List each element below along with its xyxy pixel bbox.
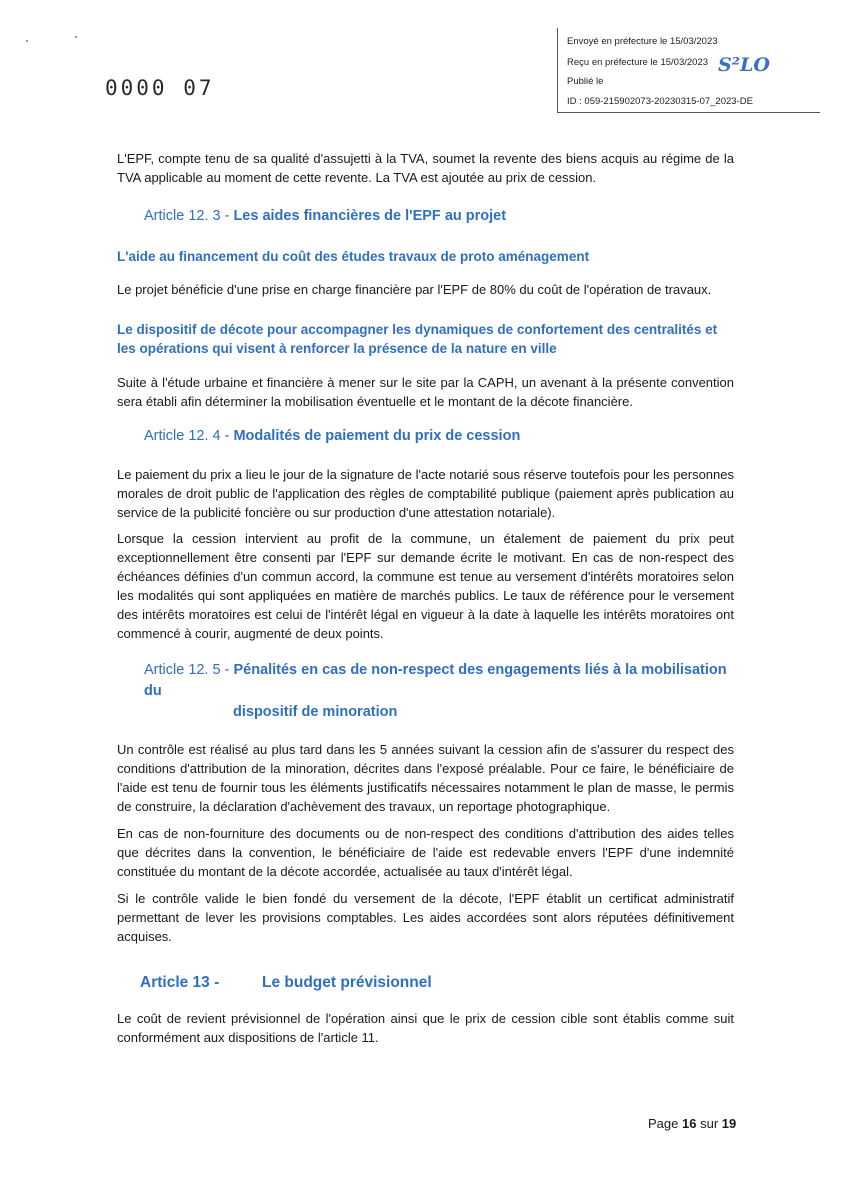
paragraph-tva: L'EPF, compte tenu de sa qualité d'assujetti à la TVA, soumet la revente des biens acquis au régime de la TVA applicable au moment de cette revente. La TVA est ajoutée au prix de cession. bbox=[117, 151, 734, 185]
heading-prefix: Article 12. 4 - bbox=[144, 428, 234, 444]
s2low-signature-logo: S²LO bbox=[718, 54, 770, 76]
scan-speck bbox=[75, 36, 77, 38]
heading-title: Le budget prévisionnel bbox=[262, 974, 432, 991]
paragraph-penalites-2: En cas de non-fourniture des documents ou de non-respect des conditions d'attribution des aides telles que décrites dans la convention, le bénéficiaire de l'aide est redevable envers l'EPF d'une indemnité constituée du montant de la décote accordée, actualisée au taux d'intérêt légal. bbox=[117, 826, 734, 879]
page-current: 16 bbox=[682, 1116, 697, 1131]
page-sep: sur bbox=[700, 1116, 719, 1131]
main-content bbox=[117, 149, 734, 1047]
heading-prefix: Article 13 - bbox=[140, 974, 220, 991]
paragraph-aide: Le projet bénéficie d'une prise en charge financière par l'EPF de 80% du coût de l'opération de travaux. bbox=[117, 282, 712, 297]
heading-title: Modalités de paiement du prix de cession bbox=[233, 428, 521, 444]
paragraph-paiement-1: Le paiement du prix a lieu le jour de la signature de l'acte notarié sous réserve toutefois pour les personnes morales de droit public de l'application des règles de comptabilité publique (paiement après publication au service de la publicité foncière ou sur production d'une attestation notariale). bbox=[117, 467, 734, 520]
heading-article-13 bbox=[140, 973, 734, 992]
document-number: 0000 07 bbox=[105, 76, 215, 100]
paragraph-penalites-3: Si le contrôle valide le bien fondé du versement de la décote, l'EPF établit un certificat administratif permettant de lever les provisions comptables. Les aides accordées sont alors réputées définitivement acquises. bbox=[117, 891, 734, 944]
subheading-decote: Le dispositif de décote pour accompagner les dynamiques de confortement des centralités et les opérations qui visent à renforcer la présence de la nature en ville bbox=[117, 322, 718, 356]
heading-prefix: Article 12. 5 - bbox=[144, 662, 234, 678]
heading-title-line2: dispositif de minoration bbox=[233, 704, 398, 720]
heading-prefix: Article 12. 3 - bbox=[144, 208, 234, 224]
page-label: Page bbox=[648, 1116, 679, 1131]
heading-article-12-4 bbox=[144, 427, 734, 446]
paragraph-decote: Suite à l'étude urbaine et financière à mener sur le site par la CAPH, un avenant à la présente convention sera établi afin déterminer la mobilisation éventuelle et le montant de la décote financière. bbox=[117, 375, 734, 409]
paragraph-penalites-1: Un contrôle est réalisé au plus tard dans les 5 années suivant la cession afin de s'assurer du respect des conditions d'attribution de la minoration, décrites dans l'exposé préalable. Pour ce faire, le bénéficiaire de l'aide est tenu de fournir tous les éléments justificatifs nécessaires notamment le plan de masse, le permis de construire, la déclaration d'achèvement des travaux, un reportage photographique. bbox=[117, 742, 734, 814]
scan-speck bbox=[26, 40, 28, 42]
heading-article-12-5 bbox=[144, 660, 734, 723]
prefecture-stamp bbox=[557, 28, 820, 113]
paragraph-paiement-2: Lorsque la cession intervient au profit de la commune, un étalement de paiement du prix peut exceptionnellement être consenti par l'EPF sur demande écrite le motivant. En cas de non-respect des échéances définies d'un commun accord, la commune est tenue au versement d'intérêts moratoires selon les modalités qui sont appliquées en matière de marchés publics. Le taux de référence pour le versement des intérêts moratoires est celui de l'intérêt légal en vigueur à la date à laquelle les intérêts moratoires ont commencé à courir, augmenté de deux points. bbox=[117, 531, 734, 641]
stamp-published: Publié le bbox=[567, 76, 604, 87]
page-total: 19 bbox=[721, 1116, 737, 1131]
heading-title-line1: Pénalités en cas de non-respect des engagements liés à la mobilisation du bbox=[144, 662, 727, 699]
subheading-aide-financement: L'aide au financement du coût des études travaux de proto aménagement bbox=[117, 249, 590, 264]
heading-article-12-3 bbox=[144, 207, 734, 226]
paragraph-budget: Le coût de revient prévisionnel de l'opération ainsi que le prix de cession cible sont établis comme suit conformément aux dispositions de l'article 11. bbox=[117, 1011, 734, 1045]
stamp-id: ID : 059-215902073-20230315-07_2023-DE bbox=[567, 96, 753, 107]
heading-title: Les aides financières de l'EPF au projet bbox=[233, 208, 507, 224]
stamp-sent: Envoyé en préfecture le 15/03/2023 bbox=[567, 36, 718, 47]
stamp-received: Reçu en préfecture le 15/03/2023 bbox=[567, 57, 709, 68]
page-footer bbox=[648, 1116, 736, 1131]
